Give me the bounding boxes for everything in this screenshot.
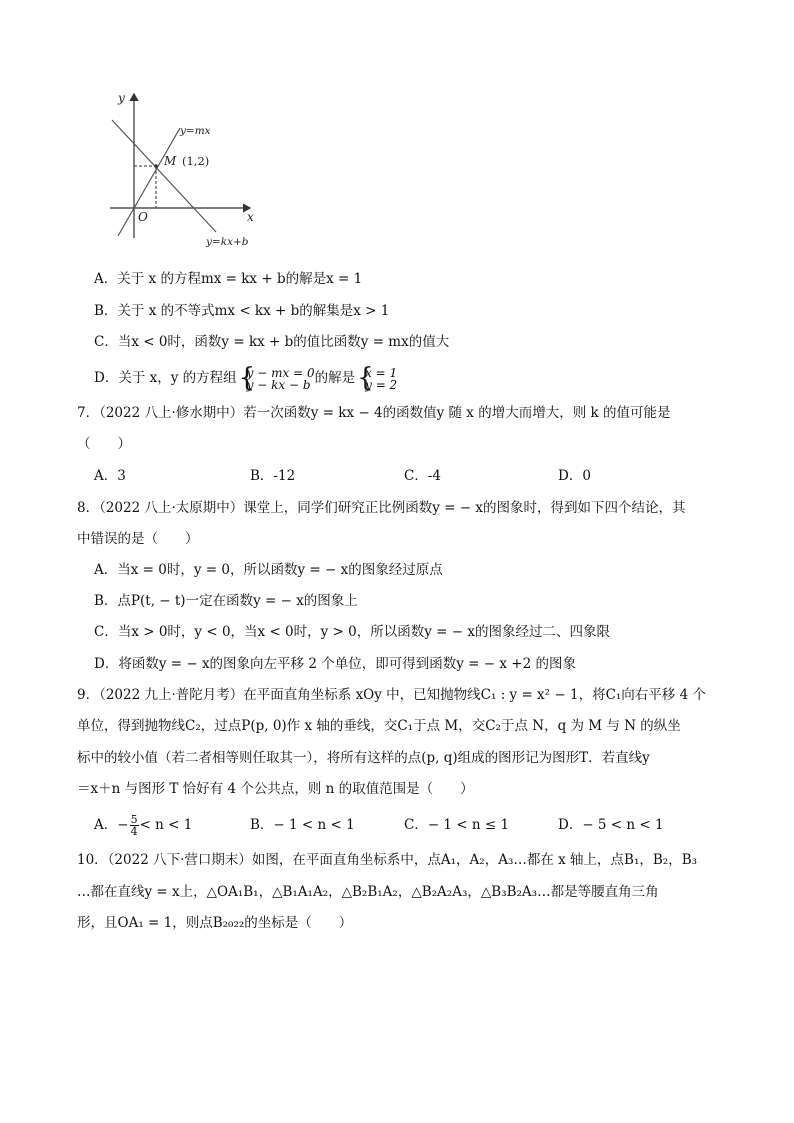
line1-label: y=mx	[180, 125, 211, 137]
q10-stem-2: …都在直线y = x上，△OA₁B₁，△B₁A₁A₂，△B₂B₁A₂，△B₂A₂A₃，△B₃B₂A₃…都是等腰直角三角	[77, 884, 659, 900]
q7-option-b: B．-12	[250, 468, 296, 484]
q9-a-fraction	[130, 814, 139, 837]
q6-option-c: C．当x < 0时，函数y = kx + b的值比函数y = mx的值大	[94, 334, 450, 350]
q7-stem: 7．（2022 八上·修水期中）若一次函数y = kx − 4的函数值y 随 x 的增大而增大，则 k 的值可能是	[77, 405, 671, 421]
q9-stem-2: 单位，得到抛物线C₂，过点P(p, 0)作 x 轴的垂线，交C₁于点 M，交C₂于点 N，q 为 M 与 N 的纵坐	[77, 718, 681, 734]
q8-stem-2: 中错误的是（ ）	[77, 531, 199, 547]
q7-option-a: A．3	[94, 468, 126, 484]
origin-label: O	[138, 210, 148, 224]
point-M	[154, 164, 158, 168]
line2-label: y=kx+b	[206, 236, 249, 248]
q9-stem-4: ＝x＋n 与图形 T 恰好有 4 个公共点，则 n 的取值范围是（ ）	[77, 781, 474, 797]
q9-option-c: C．− 1 < n ≤ 1	[404, 817, 510, 833]
q6-d-sol2: y = 2	[365, 377, 398, 392]
q6-option-b: B．关于 x 的不等式mx < kx + b的解集是x > 1	[94, 303, 390, 319]
q8-option-c: C．当x > 0时，y < 0，当x < 0时，y > 0，所以函数y = − x的图象经过二、四象限	[94, 624, 610, 640]
q6-option-d	[94, 362, 398, 393]
q8-option-d: D．将函数y = − x的图象向左平移 2 个单位，即可得到函数y = − x +2 的图象	[94, 656, 576, 672]
point-M-coord: (1,2)	[182, 154, 210, 168]
line-y-mx	[118, 128, 180, 236]
q9-stem-3: 标中的较小值（若二者相等则任取其一），将所有这样的点(p, q)组成的图形记为图形T．若直线y	[77, 750, 650, 766]
q9-option-d: D．− 5 < n < 1	[558, 817, 664, 833]
q6-d-system: { y − mx = 0 y − kx − b	[238, 362, 315, 393]
q6-option-a: A．关于 x 的方程mx = kx + b的解是x = 1	[94, 271, 363, 287]
graph-figure	[104, 88, 276, 250]
q9-a-prefix: A．−	[94, 817, 129, 833]
q9-option-a	[94, 812, 192, 838]
q8-option-a: A．当x = 0时，y = 0，所以函数y = − x的图象经过原点	[94, 562, 443, 578]
q8-stem-1: 8．（2022 八上·太原期中）课堂上，同学们研究正比例函数y = − x的图象时，得到如下四个结论，其	[77, 500, 686, 516]
q6-d-prefix: D．关于 x，y 的方程组	[94, 370, 237, 386]
q9-a-suffix: < n < 1	[139, 817, 193, 833]
q7-option-d: D．0	[558, 468, 591, 484]
q7-paren: （ ）	[77, 436, 131, 452]
q10-stem-3: 形，且OA₁ = 1，则点B₂₀₂₂的坐标是（ ）	[77, 915, 353, 931]
q9-option-b: B．− 1 < n < 1	[250, 817, 355, 833]
q6-d-solution: { x = 1 y = 2	[357, 362, 398, 393]
q10-stem-1: 10．（2022 八下·营口期末）如图，在平面直角坐标系中，点A₁，A₂，A₃…都在 x 轴上，点B₁，B₂，B₃	[77, 852, 698, 868]
q6-d-eq2: y − kx − b	[246, 377, 311, 392]
q6-d-eq1: y − mx = 0	[246, 365, 315, 380]
q6-d-sol1: x = 1	[365, 365, 398, 380]
q9-a-denominator: 4	[130, 825, 138, 838]
point-M-label: M	[164, 154, 177, 168]
q6-d-mid: 的解是	[314, 370, 356, 386]
q9-stem-1: 9．（2022 九上·普陀月考）在平面直角坐标系 xOy 中，已知抛物线C₁ : y = x² − 1，将C₁向右平移 4 个	[77, 687, 706, 703]
q8-option-b: B．点P(t, − t)一定在函数y = − x的图象上	[94, 593, 358, 609]
q7-option-c: C．-4	[404, 468, 441, 484]
x-axis-label: x	[247, 210, 254, 224]
y-axis-label: y	[118, 91, 125, 105]
q9-a-numerator: 5	[130, 813, 138, 826]
